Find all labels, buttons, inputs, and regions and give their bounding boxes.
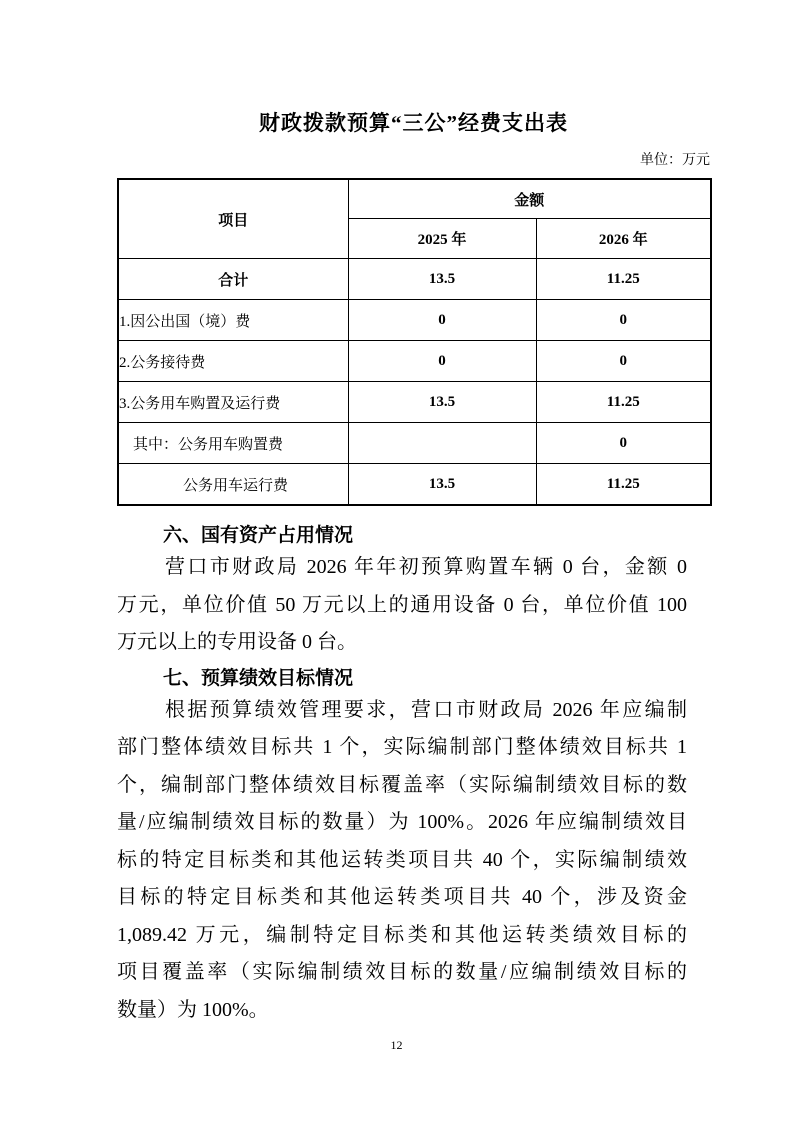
paragraph-line: 目标的特定目标类和其他运转类项目共 40 个，涉及资金 (117, 886, 687, 908)
amount-2026-cell: 11.25 (536, 259, 711, 300)
table-header (118, 179, 711, 259)
amount-2026-cell: 0 (536, 423, 711, 464)
unit-label: 单位：万元 (640, 153, 710, 168)
table-row-vehicle-purchase (118, 423, 711, 464)
paragraph-line: 标的特定目标类和其他运转类项目共 40 个，实际编制绩效 (117, 848, 687, 871)
amount-2025-cell: 0 (348, 300, 536, 341)
paragraph-line: 万元以上的专用设备 0 台。 (117, 631, 357, 653)
paragraph-line: 营口市财政局 2026 年年初预算购置车辆 0 台，金额 0 (165, 556, 687, 578)
row-label: 2.公务接待费 (118, 341, 348, 382)
col-header-2026: 2026 年 (536, 219, 711, 259)
section-heading-state-assets: 六、国有资产占用情况 (163, 525, 354, 546)
row-label: 公务用车运行费 (118, 464, 348, 506)
row-label: 其中：公务用车购置费 (118, 423, 348, 464)
amount-2026-cell: 0 (536, 341, 711, 382)
amount-2026-cell: 0 (536, 300, 711, 341)
page-content (117, 0, 710, 1029)
page-number: 12 (390, 1038, 403, 1052)
col-header-amount: 金额 (348, 179, 711, 219)
paragraph-line: 项目覆盖率（实际编制绩效目标的数量/应编制绩效目标的 (117, 961, 687, 983)
table-row-total (118, 259, 711, 300)
table-row-abroad-fee (118, 300, 711, 341)
col-header-2025: 2025 年 (348, 219, 536, 259)
paragraph-line: 量/应编制绩效目标的数量）为 100%。2026 年应编制绩效目 (117, 811, 687, 833)
amount-2025-cell: 0 (348, 341, 536, 382)
amount-2026-cell: 11.25 (536, 464, 711, 506)
amount-2025-cell: 13.5 (348, 382, 536, 423)
row-label: 1.因公出国（境）费 (118, 300, 348, 341)
amount-2026-cell: 11.25 (536, 382, 711, 423)
paragraph-performance-targets (117, 692, 687, 1030)
paragraph-line: 数量）为 100%。 (117, 998, 269, 1021)
col-header-item: 项目 (118, 179, 348, 259)
amount-2025-cell (348, 423, 536, 464)
row-label: 合计 (118, 259, 348, 300)
paragraph-line: 部门整体绩效目标共 1 个，实际编制部门整体绩效目标共 1 (117, 736, 687, 758)
paragraph-line: 根据预算绩效管理要求，营口市财政局 2026 年应编制 (165, 698, 687, 721)
table-row-reception-fee (118, 341, 711, 382)
table-row-vehicle-total (118, 382, 711, 423)
row-label: 3.公务用车购置及运行费 (118, 382, 348, 423)
paragraph-line: 1,089.42 万元，编制特定目标类和其他运转类绩效目标的 (117, 923, 687, 946)
section-heading-performance-targets: 七、预算绩效目标情况 (163, 667, 354, 689)
paragraph-line: 万元，单位价值 50 万元以上的通用设备 0 台，单位价值 100 (117, 593, 687, 616)
paragraph-line: 个，编制部门整体绩效目标覆盖率（实际编制绩效目标的数 (117, 773, 687, 796)
amount-2025-cell: 13.5 (348, 259, 536, 300)
amount-2025-cell: 13.5 (348, 464, 536, 506)
three-public-budget-table (117, 178, 712, 506)
document-title: 财政拨款预算“三公”经费支出表 (259, 111, 568, 135)
paragraph-state-assets (117, 549, 687, 662)
table-row-vehicle-operation (118, 464, 711, 506)
